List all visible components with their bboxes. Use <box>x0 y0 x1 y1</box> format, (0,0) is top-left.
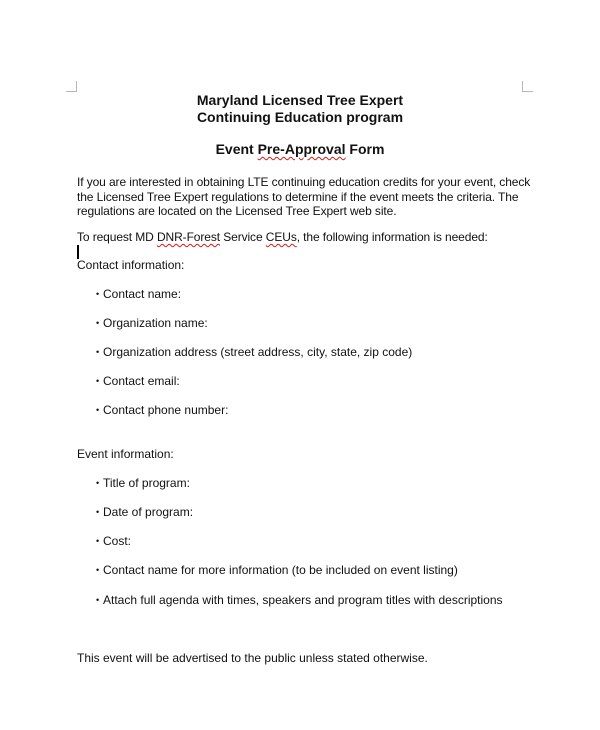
request-text-part-5: , the following information is needed: <box>296 230 488 244</box>
corner-crop-mark-top-left <box>66 81 77 92</box>
contact-item-label: Contact name: <box>103 287 182 301</box>
form-title-prefix: Event <box>215 141 258 157</box>
contact-section-heading: Contact information: <box>77 258 185 272</box>
contact-list-item <box>96 316 208 330</box>
contact-item-label: Organization name: <box>103 316 208 330</box>
bullet-icon: • <box>96 478 100 488</box>
bullet-icon: • <box>96 289 100 299</box>
event-item-label: Date of program: <box>103 505 194 519</box>
contact-list-item <box>96 374 180 388</box>
contact-item-label: Contact email: <box>103 374 180 388</box>
event-item-label: Title of program: <box>103 476 190 490</box>
event-list-item <box>96 563 458 577</box>
corner-crop-mark-top-right <box>522 81 533 92</box>
contact-item-label: Organization address (street address, city, state, zip code) <box>103 345 413 359</box>
request-paragraph <box>77 230 537 245</box>
form-title <box>0 141 600 158</box>
contact-list-item <box>96 287 181 301</box>
event-list-item <box>96 476 190 490</box>
document-title-line-1: Maryland Licensed Tree Expert <box>196 92 404 108</box>
form-title-suffix: Form <box>345 141 385 157</box>
event-list-item <box>96 593 503 607</box>
bullet-icon: • <box>96 595 100 605</box>
contact-list-item <box>96 345 412 359</box>
footer-note: This event will be advertised to the public unless stated otherwise. <box>77 651 428 665</box>
contact-item-label: Contact phone number: <box>103 403 229 417</box>
bullet-icon: • <box>96 565 100 575</box>
request-spellcheck-word-1: DNR-Forest <box>156 230 220 244</box>
bullet-icon: • <box>96 507 100 517</box>
text-insertion-cursor[interactable] <box>77 245 79 259</box>
event-item-label: Contact name for more information (to be included on event listing) <box>103 563 458 577</box>
request-spellcheck-word-2: CEUs <box>265 230 297 244</box>
request-text-part-3: Service <box>219 230 266 244</box>
contact-list-item <box>96 403 228 417</box>
form-title-spellcheck-word: Pre-Approval <box>257 141 346 157</box>
bullet-icon: • <box>96 405 100 415</box>
request-text-part-1: To request MD <box>77 230 157 244</box>
event-item-label: Cost: <box>103 534 132 548</box>
event-item-label: Attach full agenda with times, speakers and program titles with descriptions <box>103 593 503 607</box>
bullet-icon: • <box>96 536 100 546</box>
bullet-icon: • <box>96 318 100 328</box>
event-list-item <box>96 505 193 519</box>
document-title-line-2: Continuing Education program <box>196 109 404 125</box>
bullet-icon: • <box>96 347 100 357</box>
bullet-icon: • <box>96 376 100 386</box>
event-list-item <box>96 534 131 548</box>
intro-paragraph: If you are interested in obtaining LTE continuing education credits for your event, check the Licensed Tree Expert regulations to determine if the event meets the criteria. The regulations are located on the Licensed Tree Expert web site. <box>77 175 531 218</box>
event-section-heading: Event information: <box>77 447 174 461</box>
